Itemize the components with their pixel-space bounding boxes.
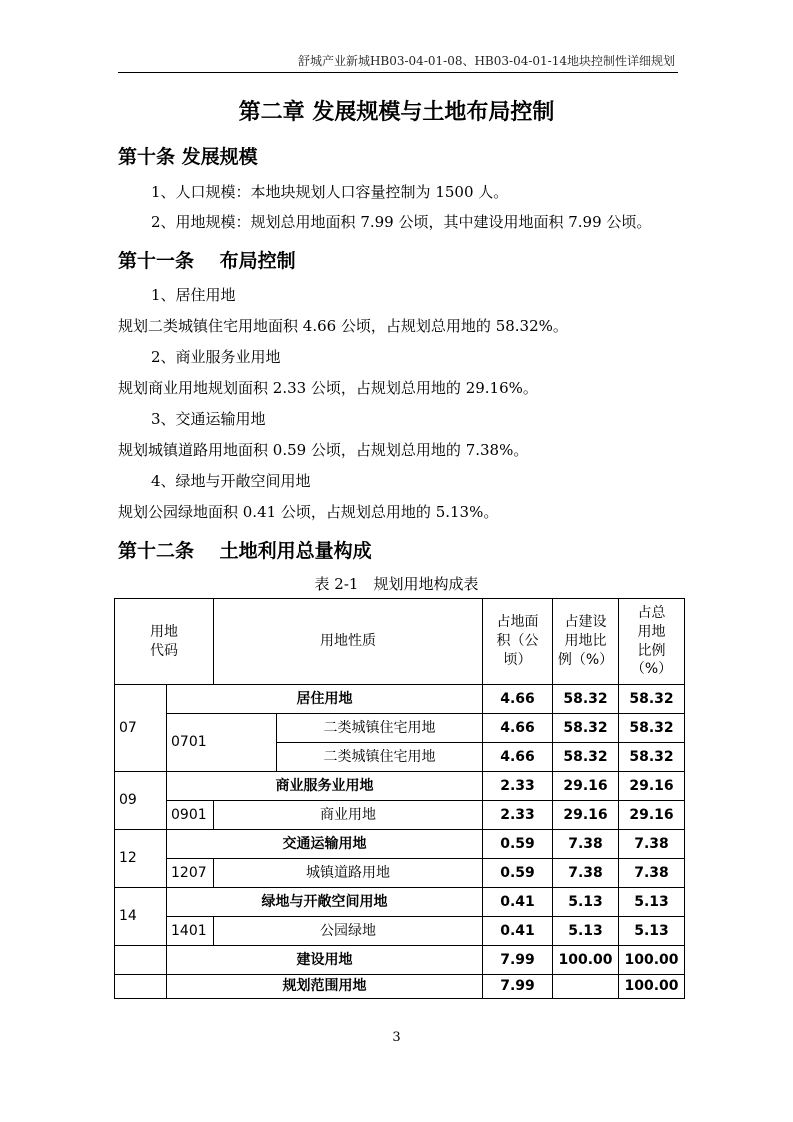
nature-cell: 二类城镇住宅用地 bbox=[277, 743, 483, 772]
nature-cell: 商业服务业用地 bbox=[167, 772, 483, 801]
land-use-table bbox=[114, 598, 685, 999]
article-11-title: 第十一条 布局控制 bbox=[118, 250, 296, 272]
table-row bbox=[115, 801, 685, 830]
article-11-item-1-body: 规划二类城镇住宅用地面积 4.66 公顷，占规划总用地的 58.32%。 bbox=[118, 317, 568, 335]
nature-cell: 建设用地 bbox=[167, 946, 483, 975]
article-10-paragraph-1: 1、人口规模：本地块规划人口容量控制为 1500 人。 bbox=[151, 183, 509, 201]
empty-code-cell bbox=[115, 975, 167, 999]
total-ratio-cell: 7.38 bbox=[619, 859, 685, 888]
article-12-title: 第十二条 土地利用总量构成 bbox=[118, 540, 372, 562]
article-11-item-1-head: 1、居住用地 bbox=[151, 286, 236, 304]
code-cell: 0701 bbox=[167, 714, 277, 772]
running-header: 舒城产业新城HB03-04-01-08、HB03-04-01-14地块控制性详细规划 bbox=[297, 54, 675, 68]
build-ratio-cell: 58.32 bbox=[553, 743, 619, 772]
build-ratio-cell: 5.13 bbox=[553, 917, 619, 946]
header-build-ratio: 占建设 用地比 例（%） bbox=[553, 599, 619, 685]
nature-cell: 规划范围用地 bbox=[167, 975, 483, 999]
nature-cell: 居住用地 bbox=[167, 685, 483, 714]
total-ratio-cell: 5.13 bbox=[619, 888, 685, 917]
total-ratio-cell: 58.32 bbox=[619, 743, 685, 772]
table-row bbox=[115, 685, 685, 714]
area-cell: 2.33 bbox=[483, 801, 553, 830]
total-ratio-cell: 29.16 bbox=[619, 801, 685, 830]
area-cell: 4.66 bbox=[483, 685, 553, 714]
table-row bbox=[115, 830, 685, 859]
code-cell: 1401 bbox=[167, 917, 214, 946]
nature-cell: 交通运输用地 bbox=[167, 830, 483, 859]
article-11-item-2-body: 规划商业用地规划面积 2.33 公顷，占规划总用地的 29.16%。 bbox=[118, 379, 538, 397]
header-code: 用地 代码 bbox=[115, 599, 214, 685]
build-ratio-cell bbox=[553, 975, 619, 999]
article-11-item-3-body: 规划城镇道路用地面积 0.59 公顷，占规划总用地的 7.38%。 bbox=[118, 441, 529, 459]
article-10-title: 第十条 发展规模 bbox=[118, 146, 258, 168]
table-row bbox=[115, 917, 685, 946]
article-11-item-3-head: 3、交通运输用地 bbox=[151, 410, 266, 428]
code-cell: 0901 bbox=[167, 801, 214, 830]
table-row bbox=[115, 772, 685, 801]
header-total-ratio: 占总 用地 比例 （%） bbox=[619, 599, 685, 685]
nature-cell: 公园绿地 bbox=[214, 917, 483, 946]
total-ratio-cell: 58.32 bbox=[619, 685, 685, 714]
table-row bbox=[115, 888, 685, 917]
code-cell: 14 bbox=[115, 888, 167, 946]
table-header-row bbox=[115, 599, 685, 685]
table-row bbox=[115, 714, 685, 743]
total-ratio-cell: 100.00 bbox=[619, 975, 685, 999]
total-ratio-cell: 29.16 bbox=[619, 772, 685, 801]
code-cell: 1207 bbox=[167, 859, 214, 888]
code-cell: 09 bbox=[115, 772, 167, 830]
total-ratio-cell: 5.13 bbox=[619, 917, 685, 946]
area-cell: 0.59 bbox=[483, 859, 553, 888]
area-cell: 0.59 bbox=[483, 830, 553, 859]
area-cell: 0.41 bbox=[483, 888, 553, 917]
build-ratio-cell: 5.13 bbox=[553, 888, 619, 917]
table-row-planning-total bbox=[115, 975, 685, 999]
code-cell: 12 bbox=[115, 830, 167, 888]
code-cell: 07 bbox=[115, 685, 167, 772]
area-cell: 4.66 bbox=[483, 743, 553, 772]
article-11-item-4-head: 4、绿地与开敞空间用地 bbox=[151, 472, 311, 490]
article-11-item-4-body: 规划公园绿地面积 0.41 公顷，占规划总用地的 5.13%。 bbox=[118, 503, 499, 521]
nature-cell: 二类城镇住宅用地 bbox=[277, 714, 483, 743]
build-ratio-cell: 29.16 bbox=[553, 772, 619, 801]
article-10-paragraph-2: 2、用地规模：规划总用地面积 7.99 公顷，其中建设用地面积 7.99 公顷。 bbox=[151, 213, 652, 231]
nature-cell: 城镇道路用地 bbox=[214, 859, 483, 888]
build-ratio-cell: 100.00 bbox=[553, 946, 619, 975]
table-caption: 表 2-1 规划用地构成表 bbox=[314, 575, 479, 593]
article-11-item-2-head: 2、商业服务业用地 bbox=[151, 348, 281, 366]
table-row-construction-total bbox=[115, 946, 685, 975]
header-nature: 用地性质 bbox=[214, 599, 483, 685]
build-ratio-cell: 29.16 bbox=[553, 801, 619, 830]
build-ratio-cell: 58.32 bbox=[553, 714, 619, 743]
area-cell: 7.99 bbox=[483, 946, 553, 975]
area-cell: 4.66 bbox=[483, 714, 553, 743]
area-cell: 7.99 bbox=[483, 975, 553, 999]
build-ratio-cell: 7.38 bbox=[553, 830, 619, 859]
total-ratio-cell: 7.38 bbox=[619, 830, 685, 859]
empty-code-cell bbox=[115, 946, 167, 975]
nature-cell: 绿地与开敞空间用地 bbox=[167, 888, 483, 917]
header-area: 占地面 积（公 顷） bbox=[483, 599, 553, 685]
chapter-title: 第二章 发展规模与土地布局控制 bbox=[238, 100, 555, 125]
area-cell: 2.33 bbox=[483, 772, 553, 801]
total-ratio-cell: 58.32 bbox=[619, 714, 685, 743]
build-ratio-cell: 58.32 bbox=[553, 685, 619, 714]
build-ratio-cell: 7.38 bbox=[553, 859, 619, 888]
page-number: 3 bbox=[392, 1030, 401, 1045]
nature-cell: 商业用地 bbox=[214, 801, 483, 830]
area-cell: 0.41 bbox=[483, 917, 553, 946]
table-row bbox=[115, 859, 685, 888]
total-ratio-cell: 100.00 bbox=[619, 946, 685, 975]
header-rule bbox=[118, 72, 678, 73]
